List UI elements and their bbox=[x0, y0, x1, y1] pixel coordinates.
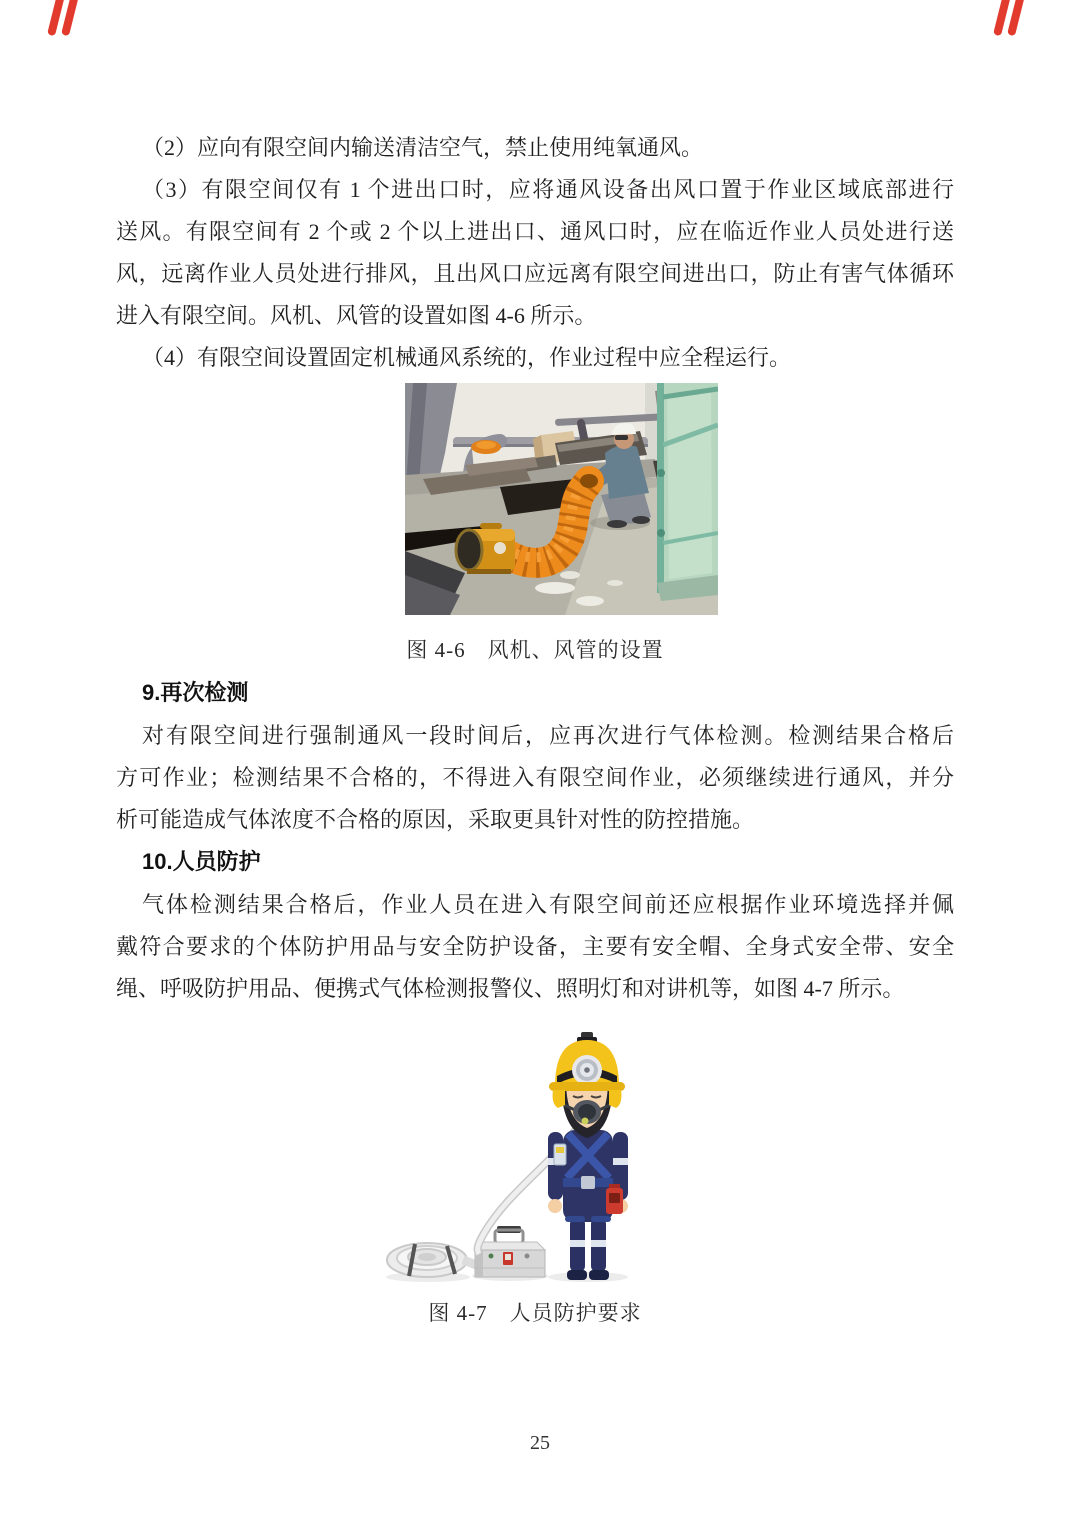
text-line: 对有限空间进行强制通风一段时间后，应再次进行气体检测。检测结果合格后 bbox=[142, 723, 954, 748]
portable-radio bbox=[606, 1184, 623, 1214]
paragraph-4 bbox=[116, 337, 954, 379]
section-10-heading: 10.人员防护 bbox=[142, 849, 261, 874]
figure-4-7-caption: 图 4-7 人员防护要求 bbox=[428, 1301, 642, 1325]
text-line: （2）应向有限空间内输送清洁空气，禁止使用纯氧通风。 bbox=[142, 135, 704, 160]
body-text-top bbox=[116, 127, 954, 379]
text-line: 送风。有限空间有 2 个或 2 个以上进出口、通风口时，应在临近作业人员处进行送 bbox=[116, 219, 954, 244]
red-stroke bbox=[1007, 0, 1025, 36]
red-stroke bbox=[61, 0, 79, 36]
page-number: 25 bbox=[530, 1432, 550, 1454]
text-line: 戴符合要求的个体防护用品与安全防护设备，主要有安全帽、全身式安全带、安全 bbox=[116, 934, 954, 959]
paragraph-2 bbox=[116, 127, 954, 169]
blower-fan bbox=[456, 523, 515, 574]
red-corner-mark-left bbox=[52, 0, 86, 42]
text-line: 气体检测结果合格后，作业人员在进入有限空间前还应根据作业环境选择并佩 bbox=[142, 892, 954, 917]
text-line: 析可能造成气体浓度不合格的原因，采取更具针对性的防控措施。 bbox=[116, 807, 755, 832]
figure-4-7-illustration bbox=[385, 1030, 640, 1282]
red-corner-mark-right bbox=[998, 0, 1032, 42]
section-9-paragraph bbox=[116, 715, 954, 841]
section-10-paragraph bbox=[116, 884, 954, 1010]
worker-figure bbox=[548, 1032, 628, 1280]
text-line: 绳、呼吸防护用品、便携式气体检测报警仪、照明灯和对讲机等，如图 4-7 所示。 bbox=[116, 976, 905, 1001]
safety-gate bbox=[657, 383, 718, 601]
figure-4-6-photo bbox=[405, 383, 718, 615]
coiled-hose bbox=[387, 1243, 487, 1277]
figure-4-6-caption: 图 4-6 风机、风管的设置 bbox=[406, 638, 664, 662]
gas-detector bbox=[554, 1144, 566, 1165]
section-9-heading: 9.再次检测 bbox=[142, 680, 249, 705]
text-line: 进入有限空间。风机、风管的设置如图 4-6 所示。 bbox=[116, 303, 597, 328]
text-line: （3）有限空间仅有 1 个进出口时，应将通风设备出风口置于作业区域底部进行 bbox=[142, 177, 954, 202]
paragraph-3 bbox=[116, 169, 954, 337]
text-line: 风，远离作业人员处进行排风，且出风口应远离有限空间进出口，防止有害气体循环 bbox=[116, 261, 954, 286]
text-line: （4）有限空间设置固定机械通风系统的，作业过程中应全程运行。 bbox=[142, 345, 792, 370]
text-line: 方可作业；检测结果不合格的，不得进入有限空间作业，必须继续进行通风，并分 bbox=[116, 765, 954, 790]
